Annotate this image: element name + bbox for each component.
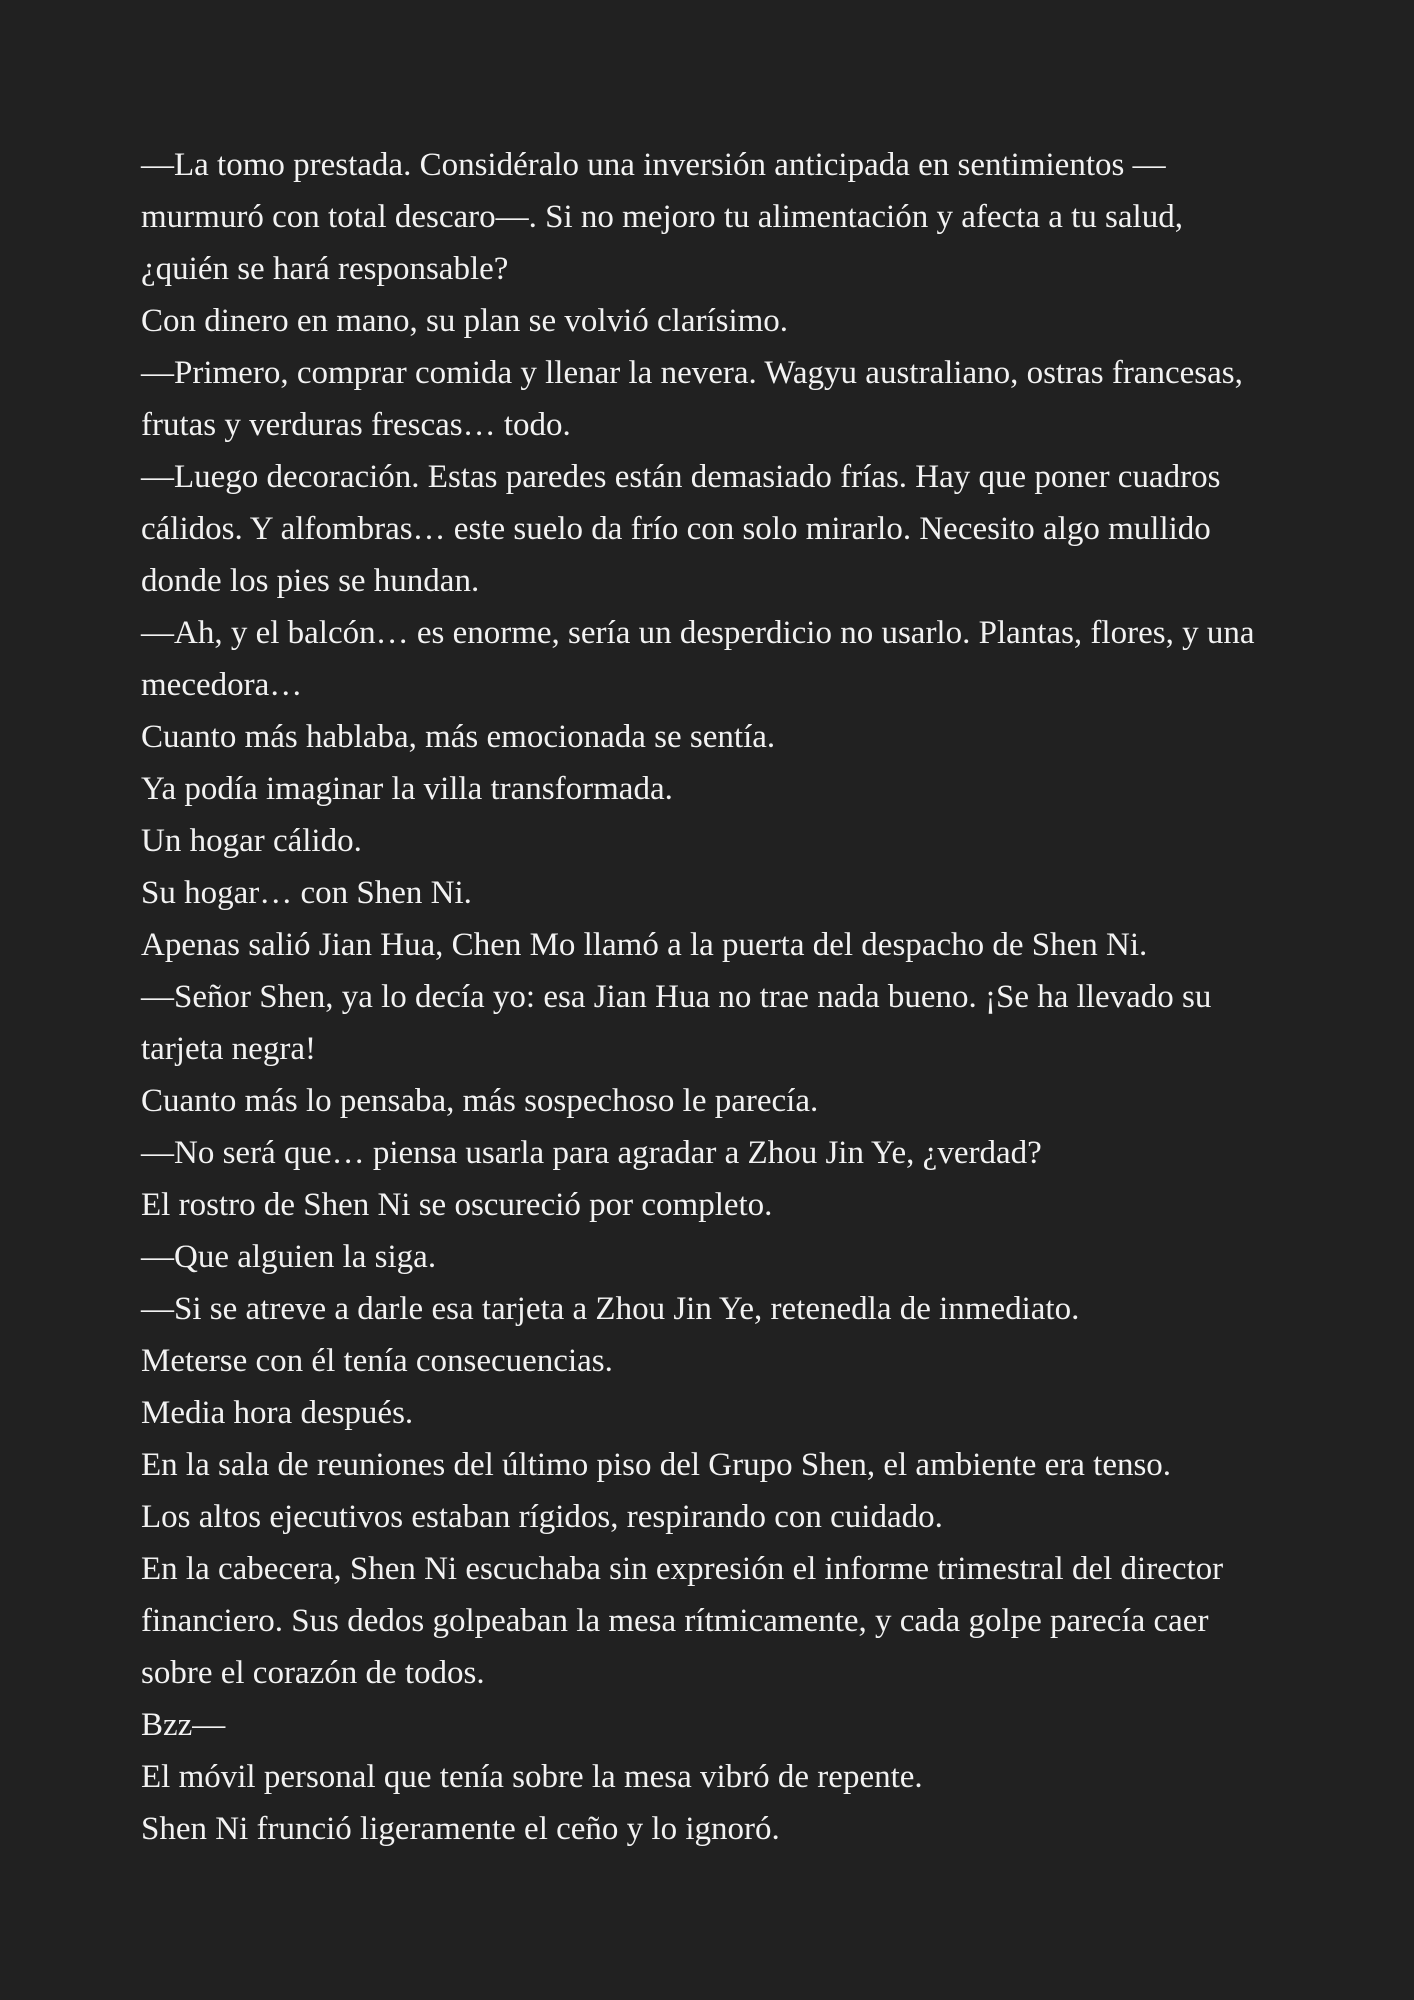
- paragraph: Su hogar… con Shen Ni.: [141, 875, 472, 911]
- paragraph: El móvil personal que tenía sobre la mesa vibró de repente.: [141, 1759, 923, 1795]
- paragraph: Meterse con él tenía consecuencias.: [141, 1343, 613, 1379]
- paragraph: En la cabecera, Shen Ni escuchaba sin expresión el informe trimestral del director financiero. Sus dedos golpeaban la mesa rítmicamente, y cada golpe parecía caer sobre el corazón de todos.: [141, 1551, 1224, 1691]
- paragraph: —Ah, y el balcón… es enorme, sería un desperdicio no usarlo. Plantas, flores, y una mecedora…: [141, 615, 1255, 703]
- paragraph: Cuanto más lo pensaba, más sospechoso le parecía.: [141, 1083, 819, 1119]
- paragraph: —Luego decoración. Estas paredes están demasiado frías. Hay que poner cuadros cálidos. Y alfombras… este suelo da frío con solo mirarlo. Necesito algo mullido donde los pies se hundan.: [141, 459, 1221, 599]
- paragraph: —Si se atreve a darle esa tarjeta a Zhou Jin Ye, retenedla de inmediato.: [141, 1291, 1080, 1327]
- paragraph: Media hora después.: [141, 1395, 414, 1431]
- paragraph: Un hogar cálido.: [141, 823, 362, 859]
- paragraph: —Señor Shen, ya lo decía yo: esa Jian Hua no trae nada bueno. ¡Se ha llevado su tarjeta negra!: [141, 979, 1212, 1067]
- paragraph: Apenas salió Jian Hua, Chen Mo llamó a la puerta del despacho de Shen Ni.: [141, 927, 1148, 963]
- paragraph: El rostro de Shen Ni se oscureció por completo.: [141, 1187, 773, 1223]
- paragraph: Con dinero en mano, su plan se volvió clarísimo.: [141, 303, 789, 339]
- paragraph: —La tomo prestada. Considéralo una inversión anticipada en sentimientos —murmuró con total descaro—. Si no mejoro tu alimentación y afecta a tu salud, ¿quién se hará responsable?: [141, 147, 1183, 287]
- paragraph: Bzz—: [141, 1707, 226, 1743]
- paragraph: —No será que… piensa usarla para agradar a Zhou Jin Ye, ¿verdad?: [141, 1135, 1042, 1171]
- paragraph: —Que alguien la siga.: [141, 1239, 437, 1275]
- paragraph: En la sala de reuniones del último piso del Grupo Shen, el ambiente era tenso.: [141, 1447, 1172, 1483]
- paragraph: Cuanto más hablaba, más emocionada se sentía.: [141, 719, 776, 755]
- paragraph: Shen Ni frunció ligeramente el ceño y lo ignoró.: [141, 1811, 780, 1847]
- paragraph: —Primero, comprar comida y llenar la nevera. Wagyu australiano, ostras francesas, frutas y verduras frescas… todo.: [141, 355, 1243, 443]
- paragraph: Ya podía imaginar la villa transformada.: [141, 771, 673, 807]
- paragraph: Los altos ejecutivos estaban rígidos, respirando con cuidado.: [141, 1499, 943, 1535]
